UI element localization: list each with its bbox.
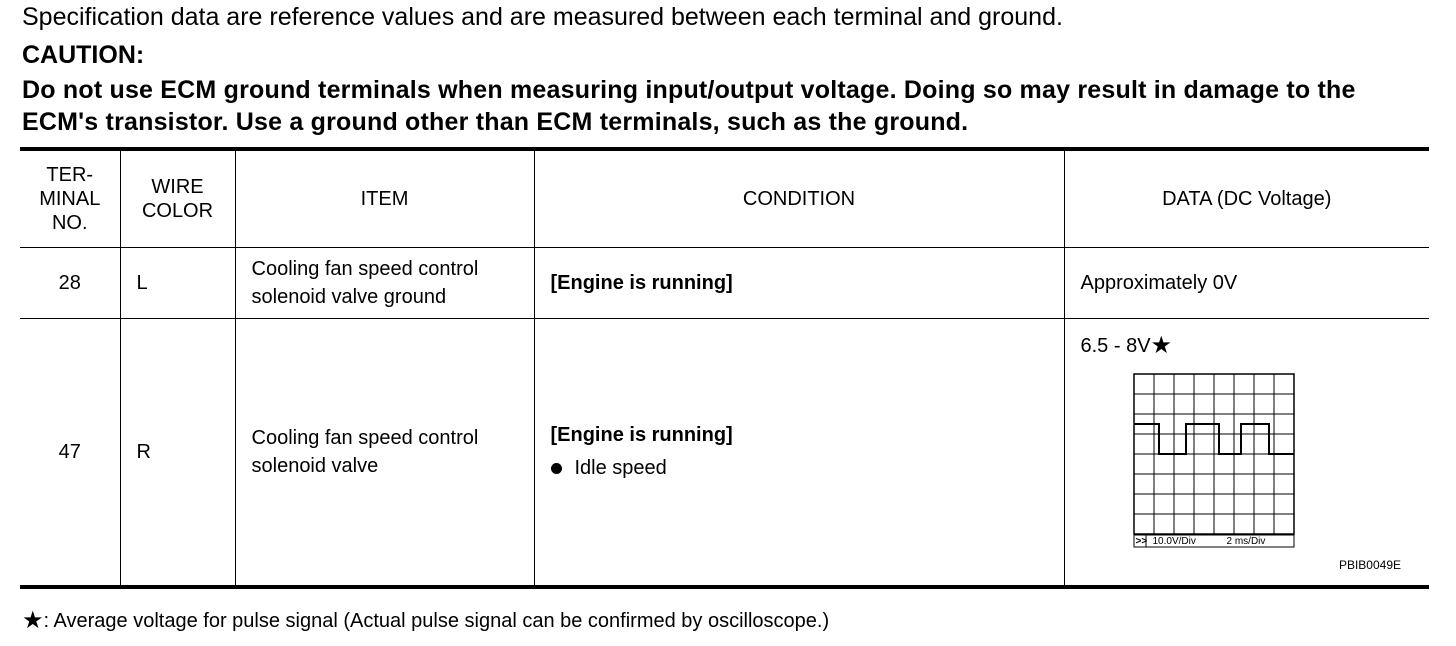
data-value-line [1081, 331, 1173, 360]
scope-marker: >> [1135, 536, 1148, 547]
star-icon: ★ [1150, 332, 1173, 359]
header-terminal-line2: MINAL [39, 188, 101, 210]
item-cell [235, 319, 534, 588]
data-cell [1064, 319, 1429, 588]
header-condition: CONDITION [534, 149, 1064, 248]
condition-cell [534, 319, 1064, 588]
item-line1: Cooling fan speed control [251, 427, 479, 449]
footnote-text: : Average voltage for pulse signal (Actual pulse signal can be confirmed by oscilloscope.) [43, 610, 830, 632]
ecm-terminal-table [20, 147, 1429, 589]
wire-color-cell: L [120, 248, 235, 319]
condition-cell [534, 248, 1064, 319]
oscilloscope-waveform-icon [1129, 369, 1359, 554]
item-line1: Cooling fan speed control [251, 258, 479, 280]
header-terminal-line1: TER- [46, 164, 94, 186]
item-line2: solenoid valve [251, 455, 379, 477]
condition-bullet-text: Idle speed [574, 457, 667, 479]
condition-bullet-line [551, 457, 1064, 480]
data-value: 6.5 - 8V [1080, 335, 1151, 357]
star-icon: ★ [22, 607, 44, 634]
header-data: DATA (DC Voltage) [1064, 149, 1429, 248]
header-wire-color [120, 149, 235, 248]
item-cell [235, 248, 534, 319]
header-wire-line1: WIRE [151, 176, 204, 198]
header-terminal-no [20, 149, 120, 248]
intro-text: Specification data are reference values and are measured between each terminal and ground. [22, 3, 1063, 31]
footnote [22, 606, 829, 635]
table-header-row [20, 149, 1429, 248]
header-terminal-line3: NO. [51, 212, 88, 234]
caution-body: Do not use ECM ground terminals when measuring input/output voltage. Doing so may result in damage to the ECM's transistor. Use a ground other than ECM terminals, such as the ground. [22, 76, 1356, 136]
header-item: ITEM [235, 149, 534, 248]
figure-code: PBIB0049E [1338, 558, 1401, 572]
table-row [20, 319, 1429, 588]
data-cell: Approximately 0V [1064, 248, 1429, 319]
scope-time-scale: 2 ms/Div [1226, 536, 1266, 547]
terminal-no-cell: 28 [20, 248, 120, 319]
wire-color-cell: R [120, 319, 235, 588]
bullet-icon [551, 463, 562, 474]
item-line2: solenoid valve ground [251, 286, 447, 308]
condition-text: [Engine is running] [550, 424, 733, 446]
scope-volt-scale: 10.0V/Div [1152, 536, 1196, 547]
header-wire-line2: COLOR [141, 200, 214, 222]
table-row [20, 248, 1429, 319]
caution-title: CAUTION: [22, 41, 145, 69]
condition-text: [Engine is running] [550, 271, 733, 294]
terminal-no-cell: 47 [20, 319, 120, 588]
